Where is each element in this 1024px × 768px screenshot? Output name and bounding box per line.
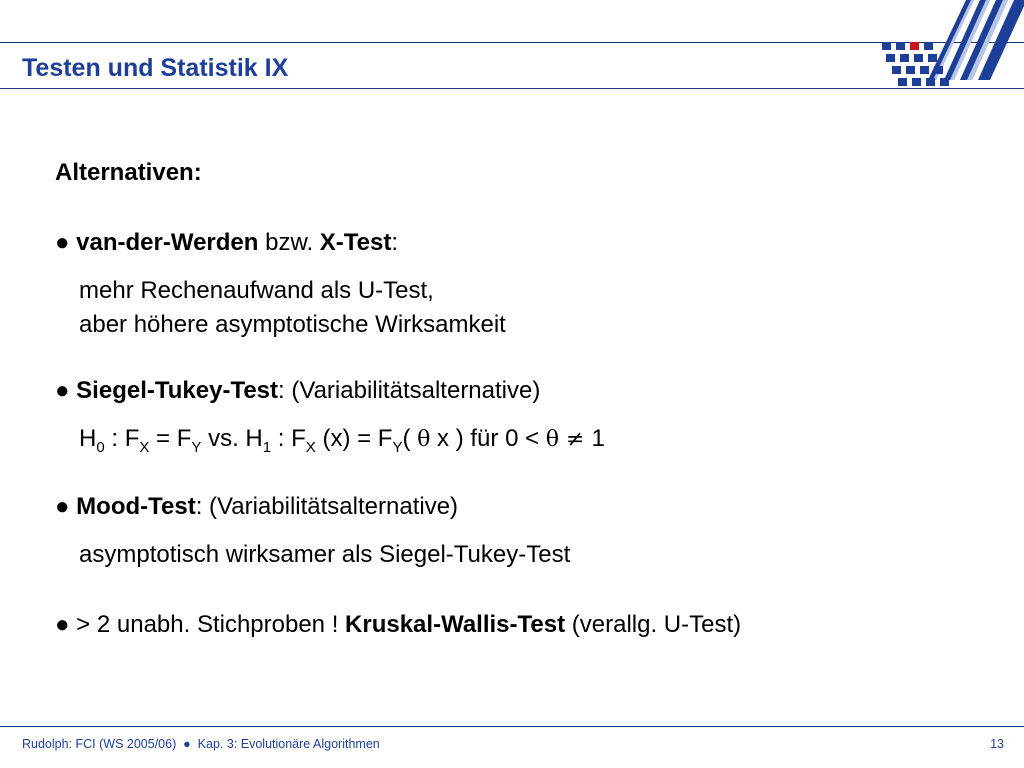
section-heading: Alternativen: (55, 159, 202, 186)
siegel-tukey-formula: $H_0$ : $F_X = F_Y$ vs. $H_1$ : $F_X$ $(x) = F_Y$( θ x ) für 0 < θ ≠ 1 (79, 425, 605, 456)
header-rule-top (0, 42, 1024, 43)
footer-rule (0, 726, 1024, 727)
bullet-mood-test: ● Mood-Test: (Variabilitätsalternative) (55, 493, 459, 520)
page-number: 13 (990, 737, 1004, 751)
bullet-van-der-werden: ● van-der-Werden bzw. X-Test: (55, 229, 399, 256)
footer-course-info: Rudolph: FCI (WS 2005/06) ● Kap. 3: Evolutionäre Algorithmen (22, 737, 380, 751)
van-der-werden-note-2: aber höhere asymptotische Wirksamkeit (79, 311, 506, 338)
bullet-kruskal-wallis: ● > 2 unabh. Stichproben ! Kruskal-Wallis-Test (verallg. U-Test) (55, 611, 742, 638)
header-rule-bottom (0, 88, 1024, 89)
university-grid-logo (874, 0, 1024, 92)
mood-test-note: asymptotisch wirksamer als Siegel-Tukey-Test (79, 541, 571, 568)
page-title: Testen und Statistik IX (22, 54, 289, 82)
van-der-werden-note-1: mehr Rechenaufwand als U-Test, (79, 277, 434, 304)
bullet-siegel-tukey: ● Siegel-Tukey-Test: (Variabilitätsalternative) (55, 377, 541, 404)
